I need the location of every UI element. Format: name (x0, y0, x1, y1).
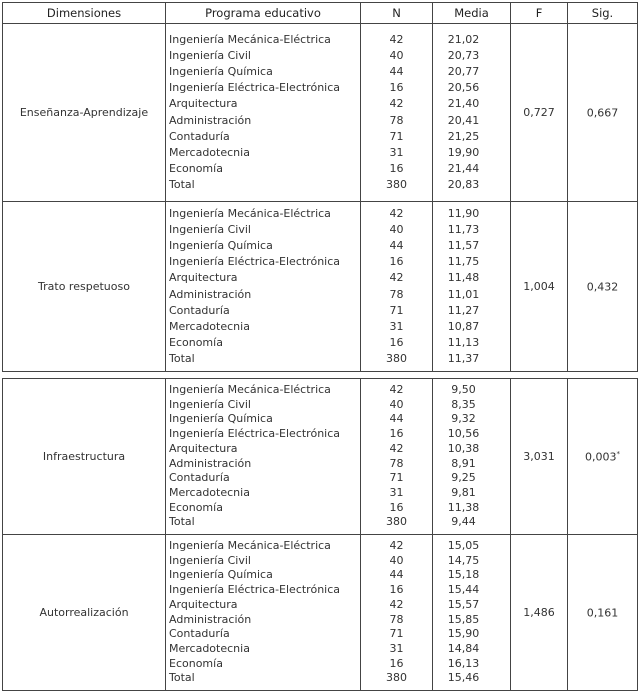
n-cell (361, 24, 433, 202)
media-value: 14,84 (447, 641, 480, 655)
n-value: 44 (389, 64, 404, 78)
media-value: 20,56 (447, 81, 480, 95)
program-value: Ingeniería Mecánica-Eléctrica (169, 383, 331, 397)
media-value: 10,56 (447, 427, 480, 441)
media-value: 11,38 (447, 500, 480, 514)
n-value: 31 (389, 485, 404, 499)
program-value: Contaduría (169, 627, 230, 641)
media-value: 15,44 (447, 583, 480, 597)
program-value: Ingeniería Eléctrica-Electrónica (169, 255, 341, 269)
n-value: 42 (389, 597, 404, 611)
sig-value: 0,003 (585, 450, 617, 464)
section-row (3, 24, 638, 202)
n-value: 44 (389, 238, 404, 252)
media-value: 9,81 (451, 485, 476, 499)
n-value: 380 (386, 515, 407, 529)
sig-value: 0,432 (586, 280, 619, 294)
program-value: Ingeniería Mecánica-Eléctrica (169, 32, 331, 46)
program-value: Administración (169, 287, 252, 301)
program-value: Total (169, 671, 195, 685)
header-dimensiones: Dimensiones (3, 3, 166, 24)
media-value: 11,48 (447, 271, 480, 285)
header-programa: Programa educativo (166, 3, 361, 24)
program-value: Ingeniería Química (169, 238, 273, 252)
dimension-name: Infraestructura (3, 379, 166, 535)
n-value: 78 (389, 287, 404, 301)
media-value: 11,13 (447, 336, 480, 350)
program-value: Mercadotecnia (169, 641, 250, 655)
n-value: 16 (389, 336, 404, 350)
media-value: 11,57 (447, 238, 480, 252)
program-value: Mercadotecnia (169, 485, 250, 499)
n-value: 40 (389, 222, 404, 236)
program-value: Contaduría (169, 303, 230, 317)
n-value: 40 (389, 48, 404, 62)
media-value: 15,57 (447, 597, 480, 611)
media-value: 21,40 (447, 97, 480, 111)
program-value: Economía (169, 500, 223, 514)
program-value: Mercadotecnia (169, 145, 250, 159)
program-value: Total (169, 178, 195, 192)
program-value: Economía (169, 162, 223, 176)
media-value: 10,87 (447, 319, 480, 333)
sig-cell (568, 202, 638, 372)
program-value: Arquitectura (169, 441, 238, 455)
n-value: 44 (389, 412, 404, 426)
n-value: 42 (389, 271, 404, 285)
sig-cell (568, 379, 638, 535)
dimension-name: Enseñanza-Aprendizaje (3, 24, 166, 202)
n-value: 71 (389, 129, 404, 143)
program-value: Ingeniería Mecánica-Eléctrica (169, 206, 331, 220)
program-cell (166, 535, 361, 691)
media-cell (433, 535, 511, 691)
n-value: 78 (389, 456, 404, 470)
n-value: 71 (389, 627, 404, 641)
section-row (3, 202, 638, 372)
media-value: 15,90 (447, 627, 480, 641)
media-cell (433, 202, 511, 372)
header-n: N (361, 3, 433, 24)
program-value: Contaduría (169, 129, 230, 143)
n-cell (361, 535, 433, 691)
header-f: F (511, 3, 568, 24)
anova-table-part-1 (2, 2, 638, 372)
n-value: 31 (389, 319, 404, 333)
sig-value: 0,667 (586, 106, 619, 120)
media-value: 10,38 (447, 441, 480, 455)
program-value: Ingeniería Eléctrica-Electrónica (169, 583, 341, 597)
sig-value: 0,161 (586, 606, 619, 620)
media-value: 11,73 (447, 222, 480, 236)
n-value: 380 (386, 178, 407, 192)
media-value: 20,41 (447, 113, 480, 127)
n-value: 16 (389, 583, 404, 597)
n-value: 42 (389, 383, 404, 397)
n-value: 16 (389, 162, 404, 176)
program-value: Arquitectura (169, 97, 238, 111)
n-value: 40 (389, 553, 404, 567)
media-value: 20,73 (447, 48, 480, 62)
header-sig: Sig. (568, 3, 638, 24)
n-value: 42 (389, 32, 404, 46)
n-value: 31 (389, 641, 404, 655)
media-value: 15,46 (447, 671, 480, 685)
n-value: 42 (389, 539, 404, 553)
program-value: Ingeniería Civil (169, 222, 251, 236)
program-value: Ingeniería Civil (169, 48, 251, 62)
n-value: 31 (389, 145, 404, 159)
n-value: 16 (389, 427, 404, 441)
n-value: 16 (389, 656, 404, 670)
f-value: 1,004 (511, 202, 568, 372)
program-value: Ingeniería Química (169, 64, 273, 78)
sig-cell (568, 535, 638, 691)
n-value: 71 (389, 471, 404, 485)
n-value: 71 (389, 303, 404, 317)
program-value: Ingeniería Mecánica-Eléctrica (169, 539, 331, 553)
media-value: 15,85 (447, 612, 480, 626)
n-value: 16 (389, 81, 404, 95)
media-value: 15,18 (447, 568, 480, 582)
program-value: Ingeniería Química (169, 568, 273, 582)
anova-table-part-2 (2, 378, 638, 691)
section-row (3, 535, 638, 691)
n-value: 40 (389, 397, 404, 411)
header-media: Media (433, 3, 511, 24)
program-value: Arquitectura (169, 597, 238, 611)
media-value: 8,35 (451, 397, 476, 411)
program-value: Total (169, 515, 195, 529)
media-value: 9,44 (451, 515, 476, 529)
media-cell (433, 24, 511, 202)
media-value: 21,25 (447, 129, 480, 143)
media-value: 8,91 (451, 456, 476, 470)
f-value: 1,486 (511, 535, 568, 691)
n-value: 16 (389, 500, 404, 514)
media-value: 21,44 (447, 162, 480, 176)
media-value: 15,05 (447, 539, 480, 553)
program-value: Mercadotecnia (169, 319, 250, 333)
program-value: Ingeniería Eléctrica-Electrónica (169, 81, 341, 95)
media-value: 9,25 (451, 471, 476, 485)
media-value: 9,50 (451, 383, 476, 397)
program-value: Economía (169, 336, 223, 350)
program-cell (166, 202, 361, 372)
media-value: 11,75 (447, 255, 480, 269)
media-value: 16,13 (447, 656, 480, 670)
media-value: 20,77 (447, 64, 480, 78)
significance-mark: * (616, 449, 620, 458)
media-value: 14,75 (447, 553, 480, 567)
program-value: Arquitectura (169, 271, 238, 285)
n-value: 380 (386, 671, 407, 685)
media-value: 11,37 (447, 352, 480, 366)
dimension-name: Trato respetuoso (3, 202, 166, 372)
media-value: 19,90 (447, 145, 480, 159)
dimension-name: Autorrealización (3, 535, 166, 691)
program-value: Ingeniería Civil (169, 553, 251, 567)
n-value: 78 (389, 113, 404, 127)
n-value: 42 (389, 97, 404, 111)
program-value: Total (169, 352, 195, 366)
f-value: 0,727 (511, 24, 568, 202)
program-cell (166, 379, 361, 535)
n-value: 42 (389, 206, 404, 220)
program-value: Ingeniería Civil (169, 397, 251, 411)
media-value: 11,90 (447, 206, 480, 220)
program-value: Economía (169, 656, 223, 670)
program-value: Administración (169, 456, 252, 470)
section-row (3, 379, 638, 535)
media-cell (433, 379, 511, 535)
program-value: Ingeniería Eléctrica-Electrónica (169, 427, 341, 441)
n-cell (361, 202, 433, 372)
media-value: 9,32 (451, 412, 476, 426)
n-cell (361, 379, 433, 535)
program-value: Administración (169, 113, 252, 127)
media-value: 11,27 (447, 303, 480, 317)
f-value: 3,031 (511, 379, 568, 535)
n-value: 16 (389, 255, 404, 269)
program-value: Ingeniería Química (169, 412, 273, 426)
program-value: Contaduría (169, 471, 230, 485)
program-value: Administración (169, 612, 252, 626)
media-value: 20,83 (447, 178, 480, 192)
media-value: 11,01 (447, 287, 480, 301)
n-value: 42 (389, 441, 404, 455)
sig-cell (568, 24, 638, 202)
n-value: 78 (389, 612, 404, 626)
media-value: 21,02 (447, 32, 480, 46)
n-value: 44 (389, 568, 404, 582)
header-row (3, 3, 638, 24)
program-cell (166, 24, 361, 202)
n-value: 380 (386, 352, 407, 366)
